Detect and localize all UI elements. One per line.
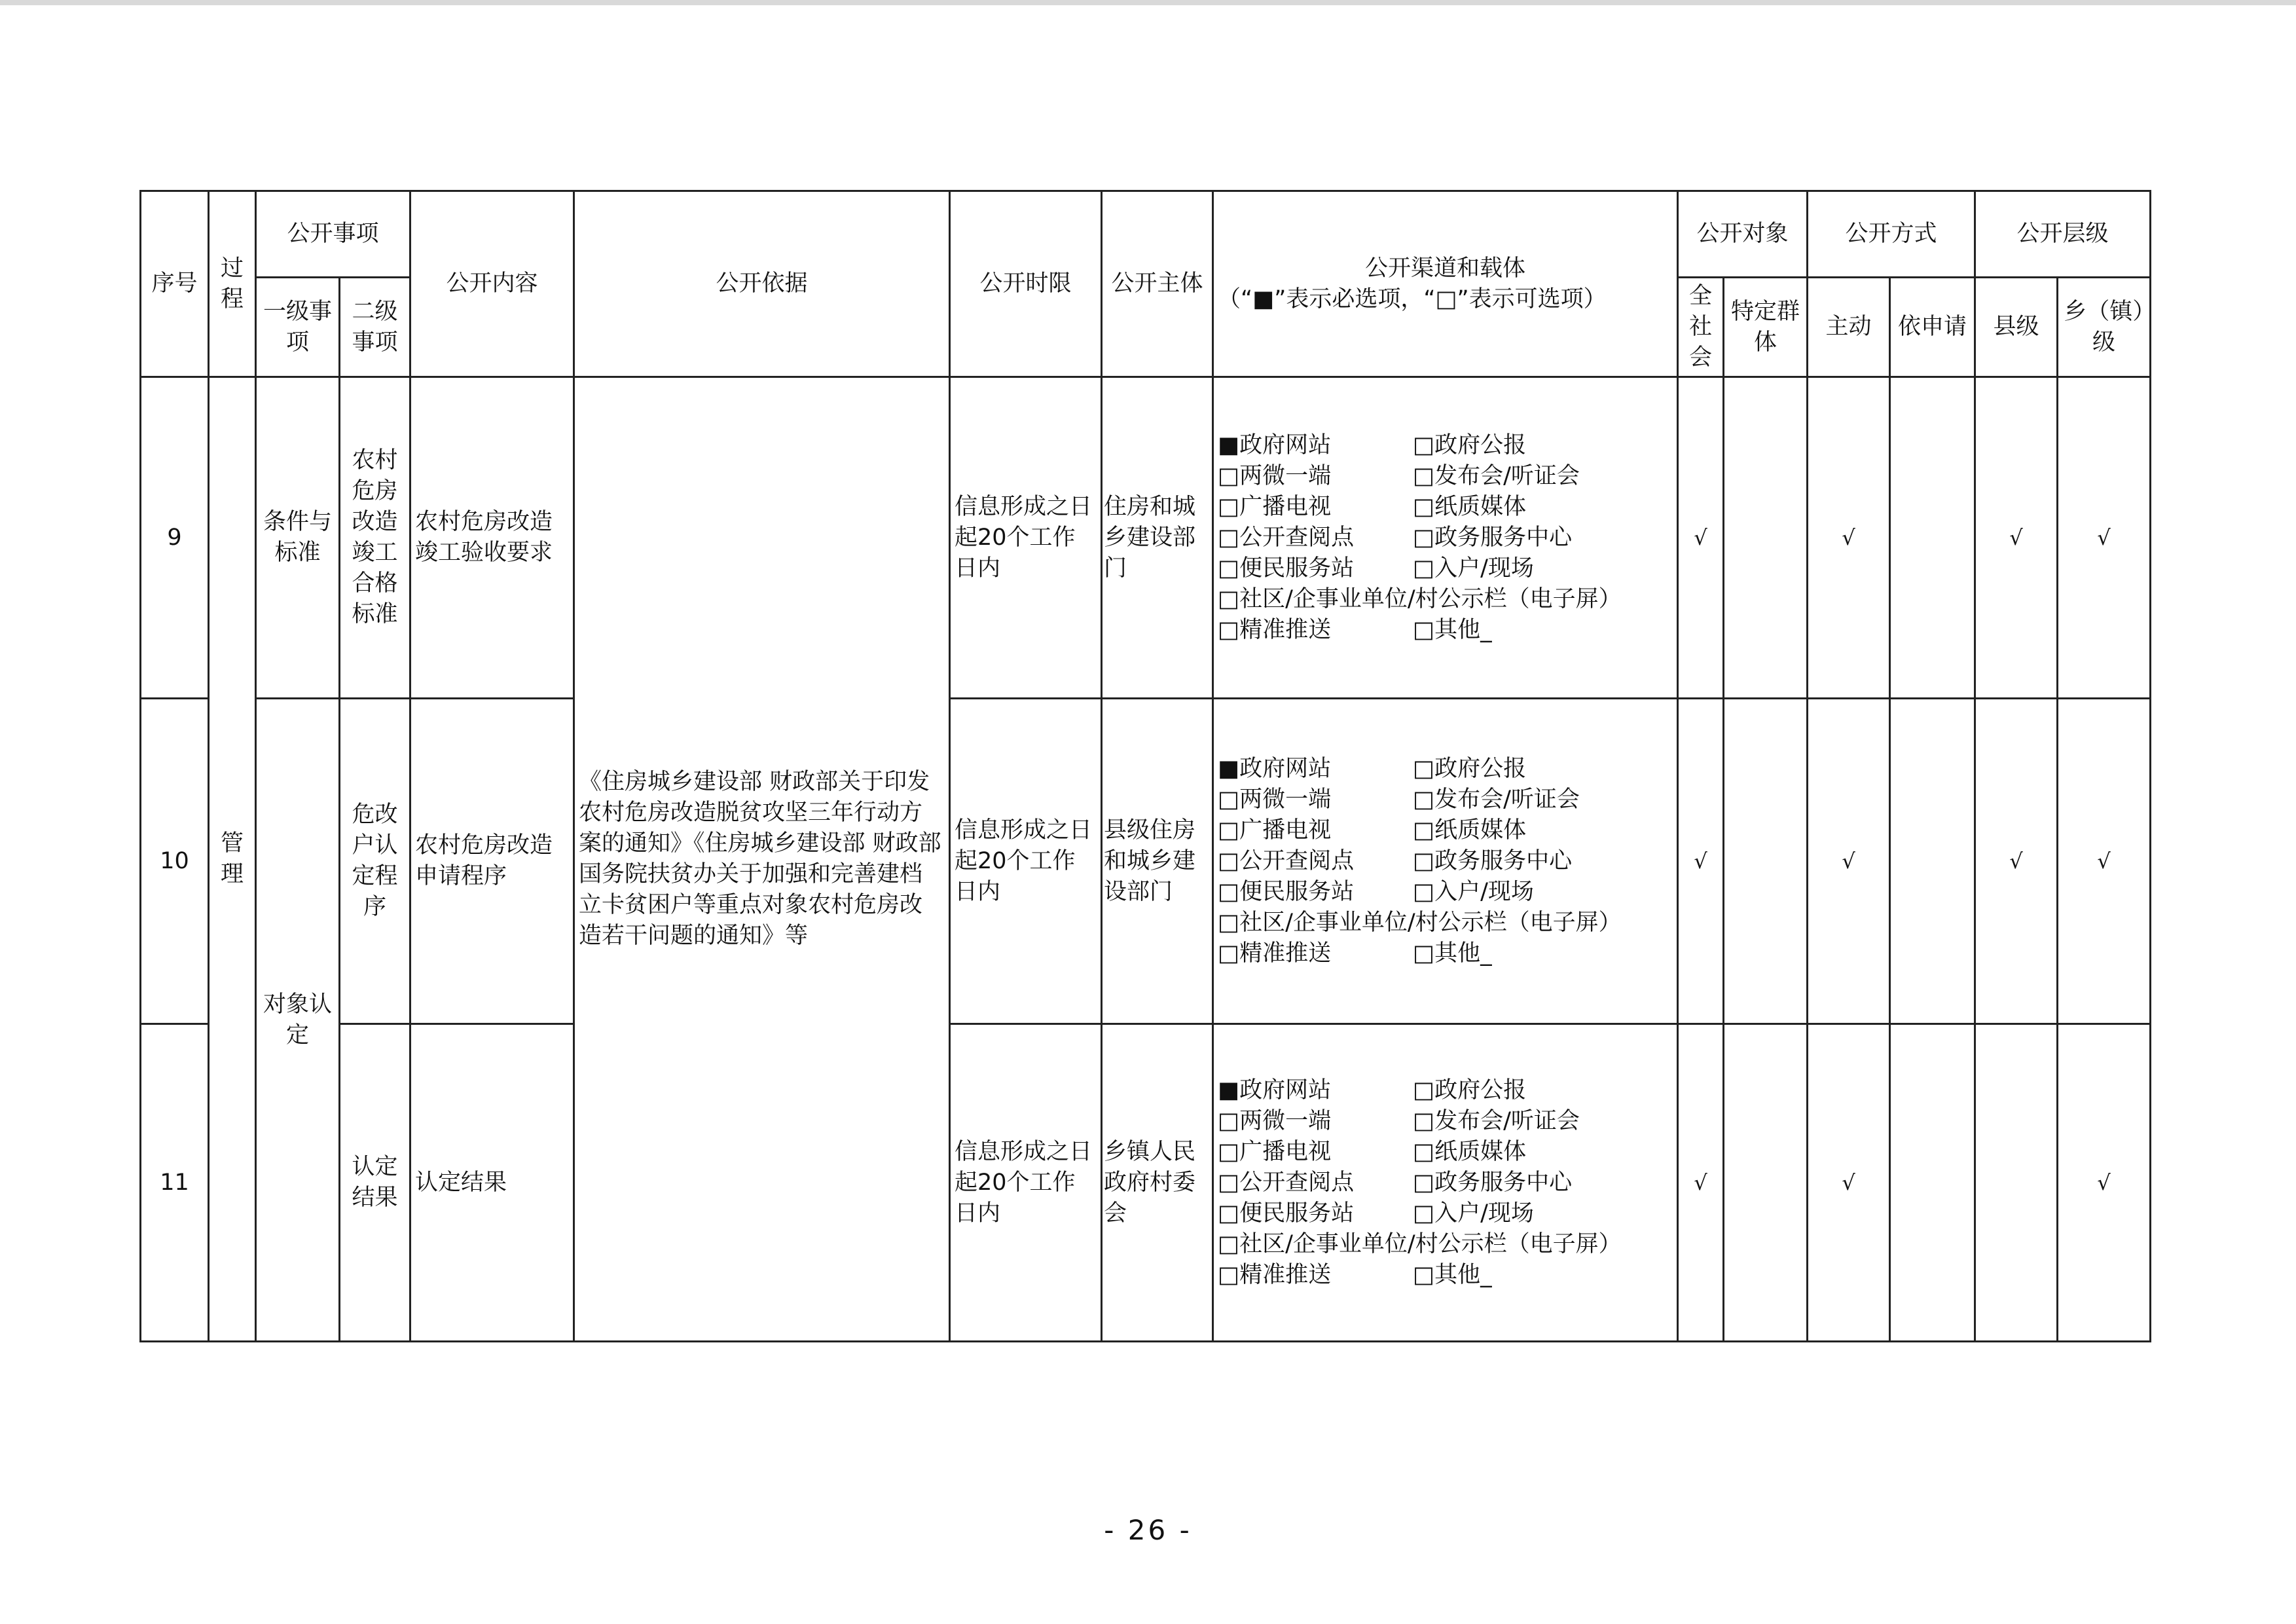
row-method-active: √: [1808, 377, 1890, 699]
header-method-request: 依申请: [1890, 278, 1975, 377]
channel-two-micro: □两微一端: [1218, 1107, 1332, 1134]
channel-gov-site: ■政府网站: [1218, 432, 1332, 458]
row-subject: 县级住房和城乡建设部门: [1102, 699, 1213, 1024]
table-row: [141, 699, 2151, 1024]
channel-reading-point: □公开查阅点: [1218, 524, 1355, 551]
row-method-request: [1890, 377, 1975, 699]
row-process: 管理: [209, 377, 256, 1342]
header-item-group: 公开事项: [256, 191, 410, 278]
header-basis: 公开依据: [574, 191, 950, 377]
channel-two-micro: □两微一端: [1218, 786, 1332, 813]
channel-service-center: □政务服务中心: [1413, 1169, 1573, 1196]
row-level2: 认定结果: [340, 1024, 410, 1342]
header-method-group: 公开方式: [1808, 191, 1975, 278]
channel-service-station: □便民服务站: [1218, 555, 1355, 581]
row-method-request: [1890, 699, 1975, 1024]
row-target-all: √: [1678, 1024, 1724, 1342]
header-target-specific: 特定群体: [1724, 278, 1808, 377]
row-time-limit: 信息形成之日起20个工作日内: [950, 699, 1102, 1024]
row-level-county: [1975, 1024, 2058, 1342]
header-subject: 公开主体: [1102, 191, 1213, 377]
channel-radio-tv: □广播电视: [1218, 817, 1332, 843]
row-level2: 危改户认定程序: [340, 699, 410, 1024]
channel-radio-tv: □广播电视: [1218, 1138, 1332, 1165]
row-content: 认定结果: [410, 1024, 574, 1342]
channel-gov-gazette: □政府公报: [1413, 432, 1527, 458]
channel-door-site: □入户/现场: [1413, 1200, 1534, 1227]
row-level1: 条件与标准: [256, 377, 340, 699]
channel-gov-gazette: □政府公报: [1413, 1077, 1527, 1103]
row-basis: 《住房城乡建设部 财政部关于印发农村危房改造脱贫攻坚三年行动方案的通知》《住房城乡建设部 财政部 国务院扶贫办关于加强和完善建档立卡贫困户等重点对象农村危房改造若干问题的通知》等: [574, 377, 950, 1342]
channel-door-site: □入户/现场: [1413, 878, 1534, 905]
channel-other: □其他_: [1413, 940, 1492, 967]
channel-gov-gazette: □政府公报: [1413, 755, 1527, 782]
header-method-active: 主动: [1808, 278, 1890, 377]
row-level-town: √: [2058, 1024, 2151, 1342]
header-level-county: 县级: [1975, 278, 2058, 377]
row-method-active: √: [1808, 699, 1890, 1024]
row-level-town: √: [2058, 377, 2151, 699]
header-level2: 二级事项: [340, 278, 410, 377]
scan-edge: [0, 0, 2296, 5]
row-level1-shared: 对象认定: [256, 699, 340, 1342]
header-content: 公开内容: [410, 191, 574, 377]
channel-service-center: □政务服务中心: [1413, 524, 1573, 551]
disclosure-table: [139, 190, 2151, 1342]
row-channels: [1213, 377, 1678, 699]
channel-service-station: □便民服务站: [1218, 1200, 1355, 1227]
row-target-specific: [1724, 1024, 1808, 1342]
row-target-specific: [1724, 699, 1808, 1024]
row-level-county: √: [1975, 699, 2058, 1024]
header-channel-title: 公开渠道和载体: [1365, 255, 1526, 282]
header-target-all: 全社会: [1678, 278, 1724, 377]
channel-gov-site: ■政府网站: [1218, 755, 1332, 782]
row-method-request: [1890, 1024, 1975, 1342]
row-seq: 11: [141, 1024, 209, 1342]
channel-door-site: □入户/现场: [1413, 555, 1534, 581]
header-time-limit: 公开时限: [950, 191, 1102, 377]
channel-print: □纸质媒体: [1413, 1138, 1527, 1165]
header-level-town: 乡（镇）级: [2058, 278, 2151, 377]
row-level2: 农村危房改造竣工合格标准: [340, 377, 410, 699]
channel-press: □发布会/听证会: [1413, 462, 1580, 489]
header-process: 过程: [209, 191, 256, 377]
row-content: 农村危房改造申请程序: [410, 699, 574, 1024]
channel-other: □其他_: [1413, 1261, 1492, 1288]
row-target-all: √: [1678, 699, 1724, 1024]
channel-other: □其他_: [1413, 616, 1492, 643]
row-subject: 住房和城乡建设部门: [1102, 377, 1213, 699]
header-level-group: 公开层级: [1975, 191, 2151, 278]
header-channel-note: （“■”表示必选项，“□”表示可选项）: [1218, 286, 1607, 312]
channel-service-center: □政务服务中心: [1413, 847, 1573, 874]
table-row: [141, 1024, 2151, 1342]
table-row: [141, 377, 2151, 699]
row-level-town: √: [2058, 699, 2151, 1024]
channel-two-micro: □两微一端: [1218, 462, 1332, 489]
channel-bulletin: □社区/企事业单位/村公示栏（电子屏）: [1218, 909, 1622, 936]
channel-precise-push: □精准推送: [1218, 940, 1332, 967]
header-target-group: 公开对象: [1678, 191, 1808, 278]
channel-print: □纸质媒体: [1413, 493, 1527, 520]
row-target-specific: [1724, 377, 1808, 699]
row-subject: 乡镇人民政府村委会: [1102, 1024, 1213, 1342]
channel-service-station: □便民服务站: [1218, 878, 1355, 905]
channel-precise-push: □精准推送: [1218, 616, 1332, 643]
row-target-all: √: [1678, 377, 1724, 699]
row-seq: 10: [141, 699, 209, 1024]
channel-press: □发布会/听证会: [1413, 786, 1580, 813]
row-seq: 9: [141, 377, 209, 699]
channel-precise-push: □精准推送: [1218, 1261, 1332, 1288]
header-seq: 序号: [141, 191, 209, 377]
channel-bulletin: □社区/企事业单位/村公示栏（电子屏）: [1218, 585, 1622, 612]
channel-reading-point: □公开查阅点: [1218, 847, 1355, 874]
row-time-limit: 信息形成之日起20个工作日内: [950, 377, 1102, 699]
row-level-county: √: [1975, 377, 2058, 699]
header-channel: [1213, 191, 1678, 377]
row-time-limit: 信息形成之日起20个工作日内: [950, 1024, 1102, 1342]
channel-press: □发布会/听证会: [1413, 1107, 1580, 1134]
row-channels: [1213, 1024, 1678, 1342]
channel-reading-point: □公开查阅点: [1218, 1169, 1355, 1196]
channel-radio-tv: □广播电视: [1218, 493, 1332, 520]
channel-print: □纸质媒体: [1413, 817, 1527, 843]
row-content: 农村危房改造竣工验收要求: [410, 377, 574, 699]
row-channels: [1213, 699, 1678, 1024]
header-row-1: [141, 191, 2151, 278]
page-number: - 26 -: [1104, 1514, 1192, 1546]
header-level1: 一级事项: [256, 278, 340, 377]
channel-bulletin: □社区/企事业单位/村公示栏（电子屏）: [1218, 1230, 1622, 1257]
row-method-active: √: [1808, 1024, 1890, 1342]
channel-gov-site: ■政府网站: [1218, 1077, 1332, 1103]
